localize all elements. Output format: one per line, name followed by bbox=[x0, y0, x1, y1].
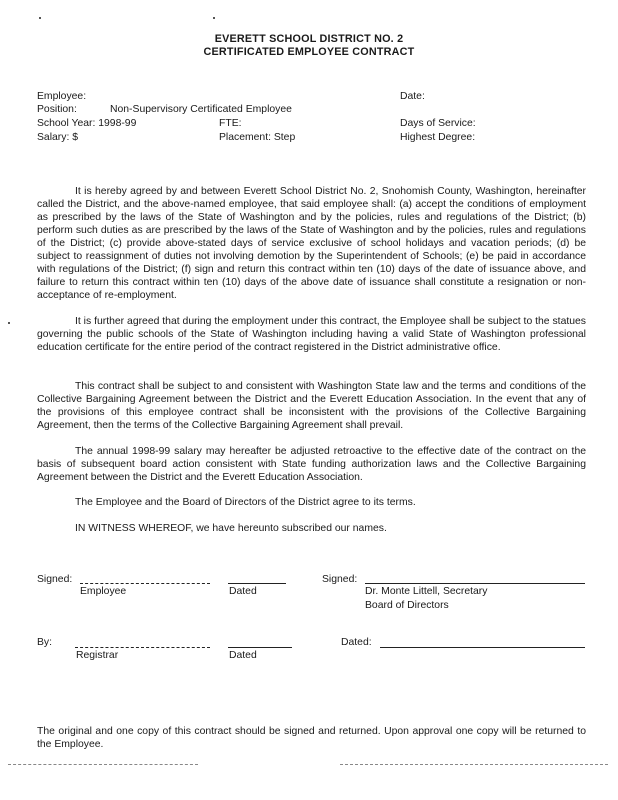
scan-speck bbox=[213, 17, 215, 19]
school-year-label: School Year: 1998-99 bbox=[37, 118, 137, 129]
board-dated-line[interactable] bbox=[380, 647, 585, 648]
position-label: Position: bbox=[37, 104, 77, 115]
registrar-caption: Registrar bbox=[76, 650, 119, 661]
signed-label-left: Signed: bbox=[37, 574, 73, 585]
salary-label: Salary: $ bbox=[37, 132, 79, 143]
paragraph-witness-text: IN WITNESS WHEREOF, we have hereunto subscribed our names. bbox=[75, 523, 387, 534]
highest-degree-label: Highest Degree: bbox=[400, 132, 476, 143]
fte-label: FTE: bbox=[219, 118, 242, 129]
placement-label: Placement: Step bbox=[219, 132, 296, 143]
paragraph-terms-text: The Employee and the Board of Directors of the District agree to its terms. bbox=[75, 497, 416, 508]
scan-edge-line bbox=[8, 764, 198, 765]
paragraph-witness bbox=[37, 522, 586, 535]
registrar-dated-line[interactable] bbox=[228, 647, 292, 648]
board-caption: Board of Directors bbox=[365, 600, 449, 611]
scan-speck bbox=[8, 322, 10, 324]
signed-label-right: Signed: bbox=[322, 574, 358, 585]
paragraph-salary bbox=[37, 445, 586, 484]
paragraph-terms bbox=[37, 496, 586, 509]
registrar-signature-line[interactable] bbox=[75, 647, 210, 648]
paragraph-salary-text: The annual 1998-99 salary may hereafter be adjusted retroactive to the effective date of the contract on the basis of subsequent board action consistent with State funding authorization laws and the Collective Bargaining Agreement between the District and the Everett Education Association. bbox=[37, 446, 586, 483]
scan-speck bbox=[39, 17, 41, 19]
dated-caption-2: Dated bbox=[229, 650, 257, 661]
paragraph-agreement bbox=[37, 185, 586, 302]
dated-caption-1: Dated bbox=[229, 586, 257, 597]
paragraph-certificate bbox=[37, 315, 586, 354]
employee-dated-line[interactable] bbox=[228, 583, 286, 584]
paragraph-certificate-text: It is further agreed that during the employment under this contract, the Employee shall be subject to the statues governing the public schools of the State of Washington including having a valid State of Washington professional education certificate for the entire period of the contract registered in the District administrative office. bbox=[37, 316, 586, 353]
position-value: Non-Supervisory Certificated Employee bbox=[110, 104, 292, 115]
district-title: EVERETT SCHOOL DISTRICT NO. 2 bbox=[214, 33, 404, 45]
secretary-signature-line[interactable] bbox=[365, 583, 585, 584]
employee-caption: Employee bbox=[80, 586, 127, 597]
paragraph-agreement-text: It is hereby agreed by and between Everett School District No. 2, Snohomish County, Washington, hereinafter called the District, and the above-named employee, that said employee shall: (a) accept the conditions of employment as prescribed by the laws of the State of Washington and by the policies, rules and regulations of the District; (b) perform such duties as are prescribed by the laws of the State of Washington and by the policies, rules and regulations of the District; (c) provide above-stated days of service exclusive of school holidays and vacation periods; (d) be subject to reassignment of duties not involving demotion by the Superintendent of Schools; (e) be paid in accordance with regulations of the District; (f) sign and return this contract within ten (10) days of the date of issuance above, and failure to return this contract within ten (10) days of the above date of issuance shall constitute a resignation or non-acceptance of re-employment. bbox=[37, 186, 586, 301]
scan-edge-line bbox=[340, 764, 608, 765]
employee-label: Employee: bbox=[37, 91, 87, 102]
employee-signature-line[interactable] bbox=[80, 583, 210, 584]
footer-note: The original and one copy of this contract should be signed and returned. Upon approval one copy will be returned to the Employee. bbox=[37, 726, 586, 750]
dated-label-right: Dated: bbox=[341, 637, 372, 648]
contract-title: CERTIFICATED EMPLOYEE CONTRACT bbox=[203, 46, 415, 58]
secretary-name: Dr. Monte Littell, Secretary bbox=[365, 586, 488, 597]
by-label: By: bbox=[37, 637, 53, 648]
paragraph-bargaining bbox=[37, 380, 586, 432]
date-label: Date: bbox=[400, 91, 425, 102]
days-of-service-label: Days of Service: bbox=[400, 118, 476, 129]
paragraph-bargaining-text: This contract shall be subject to and consistent with Washington State law and the terms and conditions of the Collective Bargaining Agreement between the District and the Everett Education Association. In the event that any of the provisions of this employee contract shall be inconsistent with the provisions of the Collective Bargaining Agreement, then the terms of the Collective Bargaining Agreement shall prevail. bbox=[37, 381, 586, 431]
